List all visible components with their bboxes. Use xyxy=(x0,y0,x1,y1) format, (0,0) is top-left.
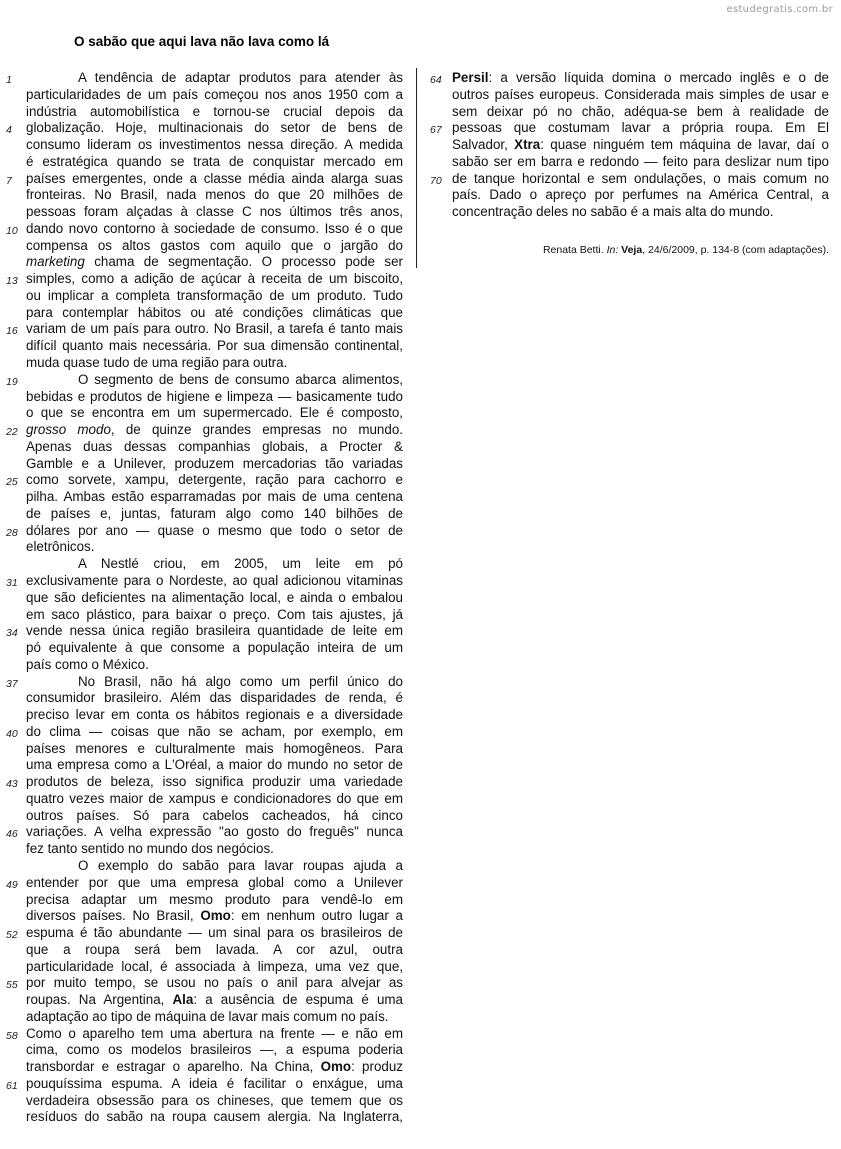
text-line xyxy=(6,925,403,942)
line-number: 19 xyxy=(6,375,18,388)
text-line xyxy=(26,959,403,976)
text-line xyxy=(6,1025,403,1043)
text-line xyxy=(26,908,403,925)
text-line xyxy=(26,707,403,724)
text-line xyxy=(6,824,403,841)
line-text: adaptação ao tipo de máquina de lavar mais comum no país. xyxy=(26,1008,389,1024)
text-line xyxy=(26,1093,403,1110)
article-title: O sabão que aqui lava não lava como lá xyxy=(74,34,330,49)
line-text: transbordar e estragar o aparelho. Na China, Omo: produz xyxy=(26,1059,403,1075)
text-line xyxy=(26,791,403,808)
line-number: 13 xyxy=(6,275,18,288)
text-line xyxy=(26,87,403,104)
line-number: 55 xyxy=(6,979,18,992)
text-line xyxy=(26,355,403,372)
line-text: indústria automobilística e tornou-se crucial depois da xyxy=(26,103,403,119)
line-text: outros países. Só para cabelos cacheados, há cinco xyxy=(26,807,403,823)
line-text: globalização. Hoje, multinacionais do setor de bens de xyxy=(26,120,403,136)
text-line xyxy=(26,338,403,355)
text-line xyxy=(452,137,829,154)
text-line xyxy=(6,170,403,188)
text-line xyxy=(6,874,403,892)
line-text: fronteiras. No Brasil, nada menos do que 20 milhões de xyxy=(26,187,403,203)
line-number: 7 xyxy=(6,174,12,187)
text-line xyxy=(26,439,403,456)
text-line xyxy=(6,120,403,137)
line-text: o que se encontra em um supermercado. Ele é composto, xyxy=(26,405,403,421)
line-number: 37 xyxy=(6,677,18,690)
text-line xyxy=(26,757,403,774)
line-text: pouquíssima espuma. A ideia é facilitar o enxágue, uma xyxy=(26,1075,403,1091)
text-line xyxy=(6,723,403,741)
line-number: 46 xyxy=(6,828,18,841)
line-number: 4 xyxy=(6,124,12,137)
line-text: roupas. Na Argentina, Ala: a ausência de espuma é uma xyxy=(26,992,403,1008)
line-text: preciso levar em conta os hábitos regionais e a diversidade xyxy=(26,707,403,723)
line-text: entender por que uma empresa global como a Unilever xyxy=(26,874,403,890)
text-line xyxy=(26,992,403,1009)
text-line xyxy=(26,607,403,624)
text-line xyxy=(26,204,403,221)
line-text: produtos de beleza, isso significa produzir uma variedade xyxy=(26,774,403,790)
text-line xyxy=(26,288,403,305)
line-text: variam de um país para outro. No Brasil, a tarefa é tanto mais xyxy=(26,321,403,337)
line-text: pessoas que costumam lavar a própria roupa. Em El xyxy=(452,120,829,136)
text-line xyxy=(26,858,403,875)
line-text: Gamble e a Unilever, produzem mercadorias tão variadas xyxy=(26,455,403,471)
line-text: particularidade local, é associada à limpeza, uma vez que, xyxy=(26,958,403,974)
line-text: de países e, juntas, faturam algo como 140 bilhões de xyxy=(26,505,403,521)
line-text: precisa adaptar um mesmo produto para vendê-lo em xyxy=(26,891,403,907)
text-line xyxy=(26,556,403,573)
line-text: consumidor brasileiro. Além das disparidades de renda, é xyxy=(26,690,403,706)
line-number: 31 xyxy=(6,576,18,589)
line-text: por muito tempo, se usou no país o anil para alvejar as xyxy=(26,975,403,991)
line-text: que são deficientes na alimentação local, e ainda o embalou xyxy=(26,589,403,605)
text-line xyxy=(6,975,403,992)
text-line xyxy=(26,489,403,506)
line-text: grosso modo, de quinze grandes empresas no mundo. xyxy=(26,422,403,438)
source-author: Renata Betti. xyxy=(542,244,604,256)
line-number: 28 xyxy=(6,526,18,539)
line-number: 10 xyxy=(6,224,18,237)
line-text: ou implicar a completa transformação de um produto. Tudo xyxy=(26,287,403,303)
text-line xyxy=(26,154,403,171)
line-text: Salvador, Xtra: quase ninguém tem máquina de lavar, daí o xyxy=(452,137,829,153)
line-text: diversos países. No Brasil, Omo: em nenhum outro lugar a xyxy=(26,908,403,924)
text-line xyxy=(26,657,403,674)
source-in: In: xyxy=(606,244,619,256)
text-line xyxy=(26,741,403,758)
line-text: que a roupa será bem lavada. A cor azul, outra xyxy=(26,941,403,957)
line-text: dando novo contorno à sociedade de consumo. Isso é o que xyxy=(26,220,403,236)
line-text: uma empresa como a L'Oréal, a maior do mundo no setor de xyxy=(26,757,403,773)
text-line xyxy=(26,808,403,825)
text-line xyxy=(430,120,829,137)
text-line xyxy=(6,623,403,640)
line-number: 52 xyxy=(6,929,18,942)
line-text: país como o México. xyxy=(26,656,149,672)
line-text: pó equivalente à que consome a população inteira de um xyxy=(26,640,403,656)
text-column-right xyxy=(430,70,829,221)
text-line xyxy=(26,640,403,657)
text-line xyxy=(452,187,829,204)
line-text: verdadeira obsessão para os chineses, que temem que os xyxy=(26,1092,403,1108)
line-text: eletrônicos. xyxy=(26,539,95,555)
line-text: de tanque horizontal e sem ondulações, o mais comum no xyxy=(452,170,829,186)
line-text: O segmento de bens de consumo abarca alimentos, xyxy=(78,371,403,387)
line-text: cima, como os modelos brasileiros —, a espuma poderia xyxy=(26,1042,403,1058)
line-text: pilha. Ambas estão esparramadas por mais de uma centena xyxy=(26,489,403,505)
text-line xyxy=(26,405,403,422)
line-text: pessoas foram alçadas à classe C nos últimos três anos, xyxy=(26,204,403,220)
text-line xyxy=(6,472,403,489)
text-line xyxy=(6,321,403,338)
line-text: Como o aparelho tem uma abertura na frente — e não em xyxy=(26,1025,403,1041)
line-text: bebidas e produtos de higiene e limpeza — basicamente tudo xyxy=(26,388,403,404)
text-line xyxy=(26,1109,403,1126)
text-line xyxy=(26,1042,403,1059)
line-text: como sorvete, xampu, detergente, ração para cachorro e xyxy=(26,472,403,488)
line-text: é estratégica quando se trata de conquistar mercado em xyxy=(26,153,403,169)
text-line xyxy=(26,506,403,523)
column-divider xyxy=(416,68,417,268)
text-line xyxy=(26,305,403,322)
line-number: 1 xyxy=(6,74,12,86)
line-text: país. Dado o apreço por perfumes na América Central, a xyxy=(452,187,829,203)
line-text: sabão ser em barra e redondo — feito para deslizar num tipo xyxy=(452,153,829,169)
text-line xyxy=(6,422,403,439)
text-line xyxy=(26,841,403,858)
text-line xyxy=(6,220,403,238)
line-number: 58 xyxy=(6,1029,18,1042)
line-text: compensa os altos gastos com aquilo que o jargão do xyxy=(26,237,403,253)
text-line xyxy=(26,254,403,271)
text-line xyxy=(26,187,403,204)
line-text: países menores e culturalmente mais homogêneos. Para xyxy=(26,740,403,756)
line-number: 61 xyxy=(6,1079,18,1092)
line-text: muda quase tudo de uma região para outra. xyxy=(26,355,288,371)
line-text: dólares por ano — quase o mesmo que todo o setor de xyxy=(26,522,403,538)
line-text: quatro vezes maior de xampus e condicionadores do que em xyxy=(26,790,403,806)
text-line xyxy=(6,522,403,540)
line-number: 67 xyxy=(430,124,442,137)
line-text: para contemplar hábitos ou até condições climáticas que xyxy=(26,304,403,320)
line-number: 40 xyxy=(6,727,18,740)
text-line xyxy=(430,70,829,87)
line-text: países emergentes, onde a classe média ainda alarga suas xyxy=(26,170,403,186)
text-line xyxy=(6,371,403,389)
text-column-left xyxy=(6,70,403,1126)
line-text: No Brasil, não há algo como um perfil único do xyxy=(78,673,403,689)
line-number: 16 xyxy=(6,325,18,338)
text-line xyxy=(26,456,403,473)
text-line xyxy=(6,271,403,288)
line-text: fez tanto sentido no mundo dos negócios. xyxy=(26,841,274,857)
text-line xyxy=(6,70,403,87)
line-text: O exemplo do sabão para lavar roupas ajuda a xyxy=(78,857,403,873)
text-line xyxy=(26,590,403,607)
source-citation xyxy=(543,244,829,256)
text-line xyxy=(6,572,403,590)
line-text: consumo lideram os investimentos nessa direção. A medida xyxy=(26,137,403,153)
line-number: 49 xyxy=(6,878,18,891)
line-text: variações. A velha expressão "ao gosto do freguês" nunca xyxy=(26,824,403,840)
source-magazine: Veja xyxy=(621,244,643,256)
line-text: Persil: a versão líquida domina o mercado inglês e o de xyxy=(452,70,829,85)
line-text: marketing chama de segmentação. O processo pode ser xyxy=(26,254,403,270)
text-line xyxy=(452,87,829,104)
line-text: particularidades de um país começou nos anos 1950 com a xyxy=(26,86,403,102)
text-line xyxy=(26,104,403,121)
text-line xyxy=(26,137,403,154)
line-text: difícil quanto mais necessária. Por sua dimensão continental, xyxy=(26,338,403,354)
line-text: do clima — coisas que não se acham, por exemplo, em xyxy=(26,723,403,739)
line-text: A Nestlé criou, em 2005, um leite em pó xyxy=(78,556,403,572)
text-line xyxy=(26,690,403,707)
line-number: 64 xyxy=(430,74,442,86)
line-text: em saco plástico, para baixar o preço. Com tais ajustes, já xyxy=(26,606,403,622)
text-line xyxy=(6,673,403,691)
line-number: 25 xyxy=(6,476,18,489)
line-text: A tendência de adaptar produtos para atender às xyxy=(78,70,403,85)
line-text: vende nessa única região brasileira quantidade de leite em xyxy=(26,623,403,639)
text-line xyxy=(430,170,829,188)
text-line xyxy=(26,389,403,406)
text-line xyxy=(26,238,403,255)
text-line xyxy=(26,1059,403,1076)
line-number: 70 xyxy=(430,174,442,187)
line-number: 34 xyxy=(6,627,18,640)
line-text: concentração deles no sabão é a mais alta do mundo. xyxy=(452,204,774,220)
text-line xyxy=(26,539,403,556)
text-line xyxy=(26,892,403,909)
line-number: 22 xyxy=(6,426,18,439)
line-text: espuma é tão abundante — um sinal para os brasileiros de xyxy=(26,925,403,941)
text-line xyxy=(26,1009,403,1026)
line-number: 43 xyxy=(6,778,18,791)
line-text: simples, como a adição de açúcar à receita de um biscoito, xyxy=(26,271,403,287)
source-details: , 24/6/2009, p. 134-8 (com adaptações). xyxy=(642,244,829,256)
line-text: sem deixar pó no chão, adéqua-se bem à realidade de xyxy=(452,103,829,119)
site-watermark: estudegratis.com.br xyxy=(726,4,833,15)
text-line xyxy=(6,774,403,791)
line-text: outros países europeus. Considerada mais simples de usar e xyxy=(452,86,829,102)
text-line xyxy=(452,104,829,121)
text-line xyxy=(452,204,829,221)
text-line xyxy=(26,942,403,959)
line-text: Apenas duas dessas companhias globais, a Procter & xyxy=(26,438,403,454)
line-text: exclusivamente para o Nordeste, ao qual adicionou vitaminas xyxy=(26,572,403,588)
text-line xyxy=(452,154,829,171)
line-text: resíduos do sabão na roupa causem alergia. Na Inglaterra, xyxy=(26,1109,403,1125)
text-line xyxy=(6,1075,403,1093)
